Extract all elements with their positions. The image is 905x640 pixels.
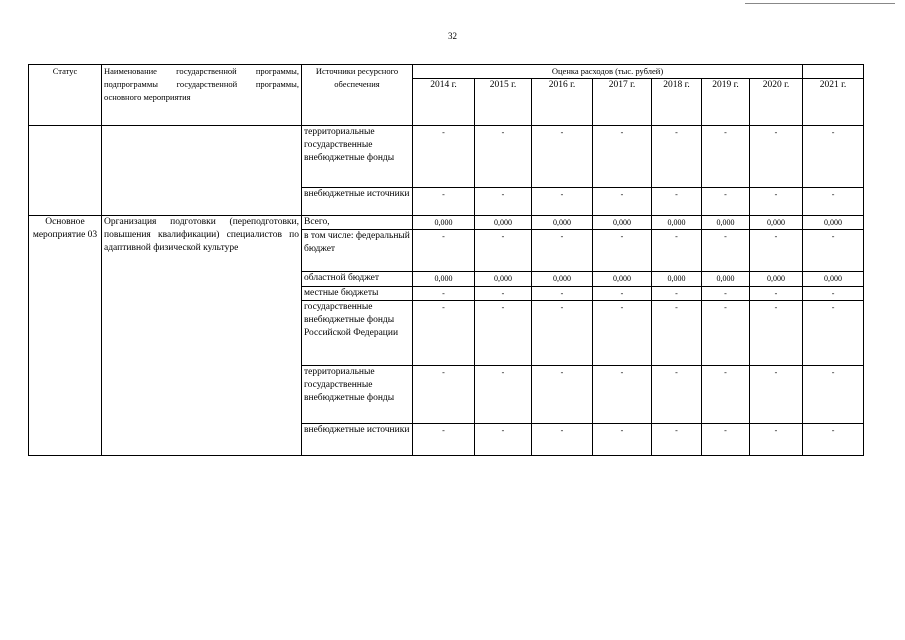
header-year: 2017 г. xyxy=(593,79,652,126)
status-cell-empty xyxy=(29,126,102,216)
budget-table xyxy=(28,64,864,456)
value-cell: - xyxy=(803,301,864,366)
value-cell: - xyxy=(413,188,475,216)
value-cell: - xyxy=(750,126,803,188)
header-status: Статус xyxy=(29,65,102,126)
value-cell: - xyxy=(532,366,593,424)
value-cell: - xyxy=(803,366,864,424)
value-cell: - xyxy=(803,126,864,188)
table-row xyxy=(29,216,864,230)
value-cell: - xyxy=(702,424,750,456)
value-cell: - xyxy=(593,366,652,424)
header-sources: Источники ресурсного обеспечения xyxy=(302,65,413,126)
value-cell: - xyxy=(593,126,652,188)
value-cell: - xyxy=(532,424,593,456)
table-row xyxy=(29,126,864,188)
value-cell: - xyxy=(413,126,475,188)
value-cell: - xyxy=(750,366,803,424)
source-cell: территориальные государственные внебюджетные фонды xyxy=(302,366,413,424)
source-cell: Всего, xyxy=(302,216,413,230)
value-cell: 0,000 xyxy=(652,216,702,230)
value-cell: 0,000 xyxy=(652,272,702,287)
value-cell: 0,000 xyxy=(532,216,593,230)
value-cell: - xyxy=(475,424,532,456)
value-cell: - xyxy=(475,126,532,188)
value-cell: - xyxy=(593,301,652,366)
value-cell: - xyxy=(593,230,652,272)
value-cell: 0,000 xyxy=(593,272,652,287)
value-cell: 0,000 xyxy=(413,216,475,230)
header-year: 2019 г. xyxy=(702,79,750,126)
value-cell: - xyxy=(475,230,532,272)
source-cell: областной бюджет xyxy=(302,272,413,287)
name-cell-empty xyxy=(102,126,302,216)
header-year: 2018 г. xyxy=(652,79,702,126)
value-cell: - xyxy=(413,287,475,301)
value-cell: - xyxy=(652,424,702,456)
value-cell: - xyxy=(750,230,803,272)
value-cell: 0,000 xyxy=(532,272,593,287)
value-cell: - xyxy=(652,188,702,216)
value-cell: - xyxy=(702,287,750,301)
source-cell: внебюджетные источники xyxy=(302,424,413,456)
value-cell: 0,000 xyxy=(475,272,532,287)
value-cell: - xyxy=(750,424,803,456)
value-cell: - xyxy=(702,230,750,272)
source-cell: государственные внебюджетные фонды Российской Федерации xyxy=(302,301,413,366)
header-year: 2015 г. xyxy=(475,79,532,126)
value-cell: - xyxy=(652,230,702,272)
value-cell: 0,000 xyxy=(803,272,864,287)
value-cell: - xyxy=(750,287,803,301)
value-cell: - xyxy=(532,126,593,188)
value-cell: - xyxy=(652,366,702,424)
value-cell: 0,000 xyxy=(750,272,803,287)
header-year: 2020 г. xyxy=(750,79,803,126)
value-cell: 0,000 xyxy=(750,216,803,230)
value-cell: - xyxy=(803,424,864,456)
value-cell: - xyxy=(652,126,702,188)
value-cell: - xyxy=(475,188,532,216)
header-blank xyxy=(803,65,864,79)
header-year: 2014 г. xyxy=(413,79,475,126)
value-cell: 0,000 xyxy=(702,272,750,287)
value-cell: - xyxy=(532,230,593,272)
value-cell: 0,000 xyxy=(593,216,652,230)
value-cell: - xyxy=(532,301,593,366)
value-cell: 0,000 xyxy=(702,216,750,230)
header-year: 2021 г. xyxy=(803,79,864,126)
value-cell: - xyxy=(702,366,750,424)
value-cell: - xyxy=(413,230,475,272)
value-cell: - xyxy=(750,301,803,366)
measure-name: Организация подготовки (переподготовки, повышения квалификации) специалистов по адаптивной физической культуре xyxy=(102,216,302,456)
page-number: 32 xyxy=(448,31,457,41)
value-cell: - xyxy=(532,287,593,301)
value-cell: 0,000 xyxy=(803,216,864,230)
source-cell: внебюджетные источники xyxy=(302,188,413,216)
page-corner-rule xyxy=(745,3,895,4)
value-cell: - xyxy=(593,287,652,301)
value-cell: - xyxy=(475,301,532,366)
value-cell: 0,000 xyxy=(475,216,532,230)
source-cell: территориальные государственные внебюджетные фонды xyxy=(302,126,413,188)
value-cell: - xyxy=(702,126,750,188)
value-cell: - xyxy=(750,188,803,216)
header-estimate: Оценка расходов (тыс. рублей) xyxy=(413,65,803,79)
value-cell: - xyxy=(593,424,652,456)
header-row-1 xyxy=(29,65,864,79)
header-year: 2016 г. xyxy=(532,79,593,126)
value-cell: - xyxy=(532,188,593,216)
value-cell: - xyxy=(803,188,864,216)
value-cell: - xyxy=(803,230,864,272)
value-cell: - xyxy=(475,287,532,301)
source-cell: в том числе: федеральный бюджет xyxy=(302,230,413,272)
value-cell: - xyxy=(413,424,475,456)
value-cell: - xyxy=(803,287,864,301)
value-cell: - xyxy=(702,301,750,366)
source-cell: местные бюджеты xyxy=(302,287,413,301)
value-cell: - xyxy=(593,188,652,216)
value-cell: 0,000 xyxy=(413,272,475,287)
header-name: Наименование государственной программы, подпрограммы государственной программы, основного мероприятия xyxy=(102,65,302,126)
measure-status: Основное мероприятие 03 xyxy=(29,216,102,456)
value-cell: - xyxy=(702,188,750,216)
value-cell: - xyxy=(413,366,475,424)
value-cell: - xyxy=(652,287,702,301)
value-cell: - xyxy=(652,301,702,366)
value-cell: - xyxy=(475,366,532,424)
value-cell: - xyxy=(413,301,475,366)
